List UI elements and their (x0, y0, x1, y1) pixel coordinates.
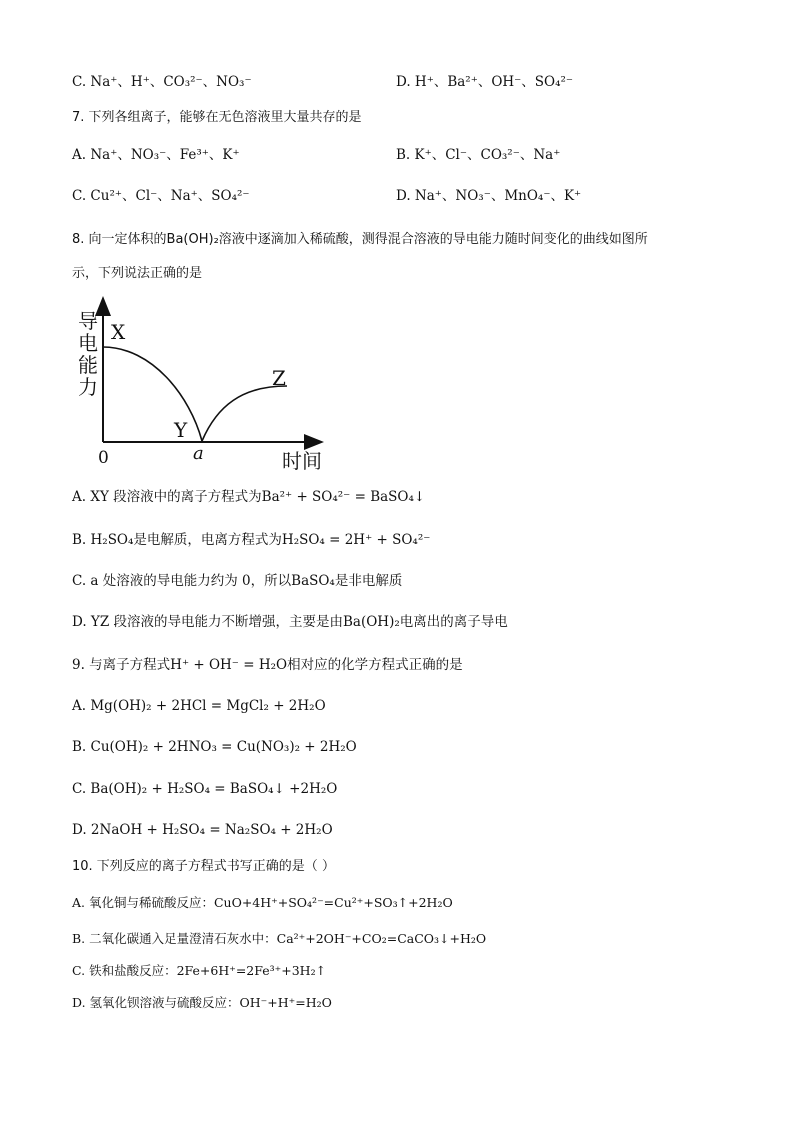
q7-option-b: B. K⁺、Cl⁻、CO₃²⁻、Na⁺ (396, 147, 561, 163)
q8-option-c: C. a 处溶液的导电能力约为 0，所以BaSO₄是非电解质 (72, 573, 403, 589)
q7-option-a: A. Na⁺、NO₃⁻、Fe³⁺、K⁺ (72, 147, 240, 163)
label-z-point: Z (272, 366, 286, 390)
q9-option-c: C. Ba(OH)₂ + H₂SO₄ = BaSO₄↓ +2H₂O (72, 781, 338, 797)
x-axis-label: 时间 (282, 449, 322, 473)
q9-option-d: D. 2NaOH + H₂SO₄ = Na₂SO₄ + 2H₂O (72, 822, 333, 838)
q9-stem: 9. 与离子方程式H⁺ + OH⁻ = H₂O相对应的化学方程式正确的是 (72, 657, 463, 673)
q8-option-d: D. YZ 段溶液的导电能力不断增强，主要是由Ba(OH)₂电离出的离子导电 (72, 614, 508, 630)
q9-option-b: B. Cu(OH)₂ + 2HNO₃ = Cu(NO₃)₂ + 2H₂O (72, 739, 357, 755)
q7-option-d: D. Na⁺、NO₃⁻、MnO₄⁻、K⁺ (396, 188, 582, 204)
q9-option-a: A. Mg(OH)₂ + 2HCl = MgCl₂ + 2H₂O (72, 698, 326, 714)
origin-label: 0 (98, 448, 109, 468)
q7-stem: 7. 下列各组离子，能够在无色溶液里大量共存的是 (72, 110, 362, 125)
q10-option-b: B. 二氧化碳通入足量澄清石灰水中：Ca²⁺+2OH⁻+CO₂=CaCO₃↓+H₂O (72, 931, 487, 946)
y-label-4: 力 (78, 375, 98, 399)
point-a-label: a (193, 443, 204, 464)
curve-yz (202, 386, 287, 441)
q7-option-c: C. Cu²⁺、Cl⁻、Na⁺、SO₄²⁻ (72, 188, 250, 204)
q10-option-a: A. 氧化铜与稀硫酸反应：CuO+4H⁺+SO₄²⁻=Cu²⁺+SO₃↑+2H₂O (72, 895, 453, 910)
q6-option-c: C. Na⁺、H⁺、CO₃²⁻、NO₃⁻ (72, 74, 252, 90)
q8-stem-line2: 示，下列说法正确的是 (72, 266, 203, 281)
q8-option-a: A. XY 段溶液中的离子方程式为Ba²⁺ + SO₄²⁻ = BaSO₄↓ (72, 489, 426, 505)
q10-option-c: C. 铁和盐酸反应：2Fe+6H⁺=2Fe³⁺+3H₂↑ (72, 963, 327, 978)
y-label-3: 能 (78, 353, 98, 377)
y-label-1: 导 (78, 309, 98, 333)
q8-option-b: B. H₂SO₄是电解质，电离方程式为H₂SO₄ = 2H⁺ + SO₄²⁻ (72, 532, 431, 548)
label-y-point: Y (174, 418, 188, 442)
conductivity-graph (72, 296, 342, 476)
q6-option-d: D. H⁺、Ba²⁺、OH⁻、SO₄²⁻ (396, 74, 574, 90)
q8-stem-line1: 8. 向一定体积的Ba(OH)₂溶液中逐滴加入稀硫酸，测得混合溶液的导电能力随时间变化的曲线如图所 (72, 232, 648, 247)
label-x-point: X (111, 320, 126, 344)
y-label-2: 电 (78, 331, 98, 355)
q10-option-d: D. 氢氧化钡溶液与硫酸反应：OH⁻+H⁺=H₂O (72, 995, 332, 1010)
q10-stem: 10. 下列反应的离子方程式书写正确的是（ ） (72, 859, 335, 874)
